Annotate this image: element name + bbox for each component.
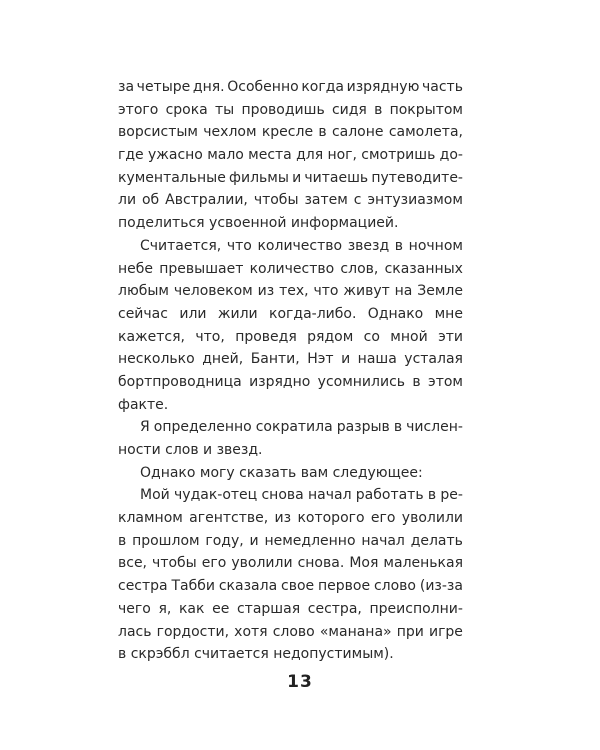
word: когда xyxy=(301,79,344,95)
word: за xyxy=(118,79,135,95)
word: кументальные xyxy=(118,169,226,186)
word: в xyxy=(394,237,404,254)
text-line xyxy=(118,303,463,326)
word: в xyxy=(412,373,421,390)
word: усталая xyxy=(404,351,463,368)
word: слово xyxy=(373,578,416,595)
word: количество xyxy=(257,237,343,254)
word: энтузиазмом xyxy=(367,192,463,209)
word: усомнились xyxy=(317,373,406,390)
word: звезд xyxy=(347,237,390,254)
word: что xyxy=(226,237,252,254)
word: со xyxy=(363,328,380,345)
text-line xyxy=(118,552,463,575)
word: агентстве, xyxy=(189,510,269,527)
word: живут xyxy=(343,283,390,300)
word: сказанных xyxy=(384,260,463,277)
word: снова xyxy=(261,487,304,504)
word: которого xyxy=(297,510,365,527)
word: ре- xyxy=(440,487,463,504)
word: ворсистым xyxy=(118,124,198,141)
word: прошлом xyxy=(132,532,200,549)
word: кламном xyxy=(118,510,183,527)
word: эти xyxy=(438,328,463,345)
word: жили xyxy=(217,305,258,322)
word: Нэт xyxy=(307,351,334,368)
word: мной xyxy=(390,328,428,345)
word: любым xyxy=(118,283,169,300)
word: ног, xyxy=(327,147,357,164)
word: «манана» xyxy=(319,623,392,640)
text-line xyxy=(118,144,463,167)
word: сестра xyxy=(118,578,168,595)
word: его xyxy=(201,555,227,572)
word: с xyxy=(353,192,362,209)
text-line xyxy=(118,371,463,394)
word: бортпроводница xyxy=(118,373,242,390)
word: в xyxy=(118,532,127,549)
word: небе xyxy=(118,260,154,277)
word: старшая xyxy=(236,600,301,617)
word: и xyxy=(341,351,351,368)
word: человеком xyxy=(173,283,253,300)
word: в xyxy=(427,487,437,504)
word: сестра, xyxy=(307,600,362,617)
word: сказала xyxy=(218,578,278,595)
word: сейчас xyxy=(118,305,168,322)
word: рядом xyxy=(307,328,354,345)
page-number: 13 xyxy=(287,672,313,692)
word: ты xyxy=(214,101,235,118)
word: покрытом xyxy=(389,101,463,118)
word: наша xyxy=(357,351,397,368)
word: превышает xyxy=(159,260,244,277)
word: дня. xyxy=(192,79,225,95)
word: для xyxy=(296,147,324,164)
word: преисполни- xyxy=(369,600,463,617)
text-line xyxy=(118,121,463,144)
text-line xyxy=(118,507,463,530)
word: где xyxy=(118,147,144,164)
text-line: в скрэббл считается недопустимым). xyxy=(118,646,394,663)
word: определенно xyxy=(153,419,252,436)
word: проведя xyxy=(235,328,297,345)
word: часть xyxy=(422,79,463,95)
word: Мой xyxy=(140,487,170,504)
word: и xyxy=(249,532,259,549)
word: проводишь xyxy=(241,101,325,118)
word: хотя xyxy=(234,623,268,640)
word: этого xyxy=(118,101,159,118)
text-line xyxy=(118,258,463,281)
word: мне xyxy=(434,305,463,322)
word: маленькая xyxy=(383,555,463,572)
word: чего xyxy=(118,600,151,617)
word: читаешь xyxy=(304,169,369,186)
word: году, xyxy=(205,532,244,549)
word: на xyxy=(394,283,413,300)
word: числен- xyxy=(406,419,463,436)
word: Однако xyxy=(367,305,424,322)
word: работать xyxy=(355,487,424,504)
text-line xyxy=(118,416,463,439)
word: Австралии, xyxy=(165,192,248,209)
word: его xyxy=(370,510,396,527)
word: чтобы xyxy=(253,192,299,209)
word: сократила xyxy=(255,419,333,436)
text-line xyxy=(118,280,463,303)
word: из xyxy=(257,283,275,300)
word: количество xyxy=(249,260,335,277)
word: Особенно xyxy=(227,79,299,95)
word: Я xyxy=(140,419,150,436)
text-line: Однако могу сказать вам следующее: xyxy=(140,464,423,481)
word: я, xyxy=(158,600,172,617)
word: сидя xyxy=(331,101,367,118)
word: что, xyxy=(195,328,225,345)
word: лась xyxy=(118,623,152,640)
word: кажется, xyxy=(118,328,185,345)
word: четыре xyxy=(136,79,191,95)
word: ли xyxy=(118,192,137,209)
word: Считается, xyxy=(140,237,222,254)
word: слово xyxy=(272,623,315,640)
word: кресле xyxy=(261,124,314,141)
word: что xyxy=(313,283,339,300)
text-line xyxy=(118,530,463,553)
text-line xyxy=(118,189,463,212)
word: уволили xyxy=(401,510,463,527)
word: и xyxy=(292,169,302,186)
word: в xyxy=(393,419,403,436)
word: ночном xyxy=(408,237,463,254)
word: чтобы xyxy=(152,555,197,572)
word: затем xyxy=(304,192,348,209)
word: ее xyxy=(212,600,230,617)
text-line: поделиться усвоенной информацией. xyxy=(118,215,399,232)
word: несколько xyxy=(118,351,195,368)
text-line xyxy=(118,575,463,598)
word: делать xyxy=(410,532,463,549)
word: (из-за xyxy=(419,578,463,595)
text-line xyxy=(118,348,463,371)
word: чехлом xyxy=(203,124,257,141)
word: первое xyxy=(318,578,371,595)
word: этом xyxy=(428,373,463,390)
text-line xyxy=(118,621,463,644)
text-line xyxy=(118,598,463,621)
word: гордости, xyxy=(156,623,230,640)
word: до- xyxy=(439,147,463,164)
word: самолета, xyxy=(388,124,463,141)
word: из xyxy=(274,510,292,527)
word: смотришь xyxy=(361,147,436,164)
word: уволили xyxy=(231,555,293,572)
word: в xyxy=(374,101,383,118)
word: изрядно xyxy=(249,373,311,390)
text-line xyxy=(118,235,463,258)
word: Земле xyxy=(417,283,463,300)
word: игре xyxy=(428,623,463,640)
text-line xyxy=(118,167,463,190)
word: места xyxy=(248,147,292,164)
word: или xyxy=(179,305,207,322)
word: путеводите- xyxy=(371,169,463,186)
text-line xyxy=(118,484,463,507)
word: слов, xyxy=(340,260,379,277)
word: чудак-отец xyxy=(174,487,258,504)
word: Моя xyxy=(349,555,379,572)
text-line xyxy=(118,99,463,122)
word: Табби xyxy=(171,578,215,595)
word: изрядную xyxy=(346,79,420,95)
word: начал xyxy=(361,532,405,549)
word: как xyxy=(178,600,205,617)
text-line xyxy=(118,76,463,99)
word: немедленно xyxy=(264,532,356,549)
word: снова. xyxy=(297,555,345,572)
word: разрыв xyxy=(336,419,390,436)
word: начал xyxy=(307,487,352,504)
word: об xyxy=(141,192,160,209)
word: салоне xyxy=(331,124,384,141)
word: тех, xyxy=(279,283,309,300)
text-line: факте. xyxy=(118,396,169,413)
word: мало xyxy=(207,147,244,164)
word: фильмы xyxy=(229,169,289,186)
word: при xyxy=(396,623,424,640)
word: свое xyxy=(281,578,315,595)
word: в xyxy=(318,124,327,141)
text-line xyxy=(118,326,463,349)
word: все, xyxy=(118,555,148,572)
word: ужасно xyxy=(147,147,203,164)
word: дней, xyxy=(202,351,244,368)
word: срока xyxy=(165,101,208,118)
text-line: ности слов и звезд. xyxy=(118,442,263,458)
body-text xyxy=(118,76,463,666)
word: Банти, xyxy=(250,351,300,368)
word: когда-либо. xyxy=(269,305,357,322)
